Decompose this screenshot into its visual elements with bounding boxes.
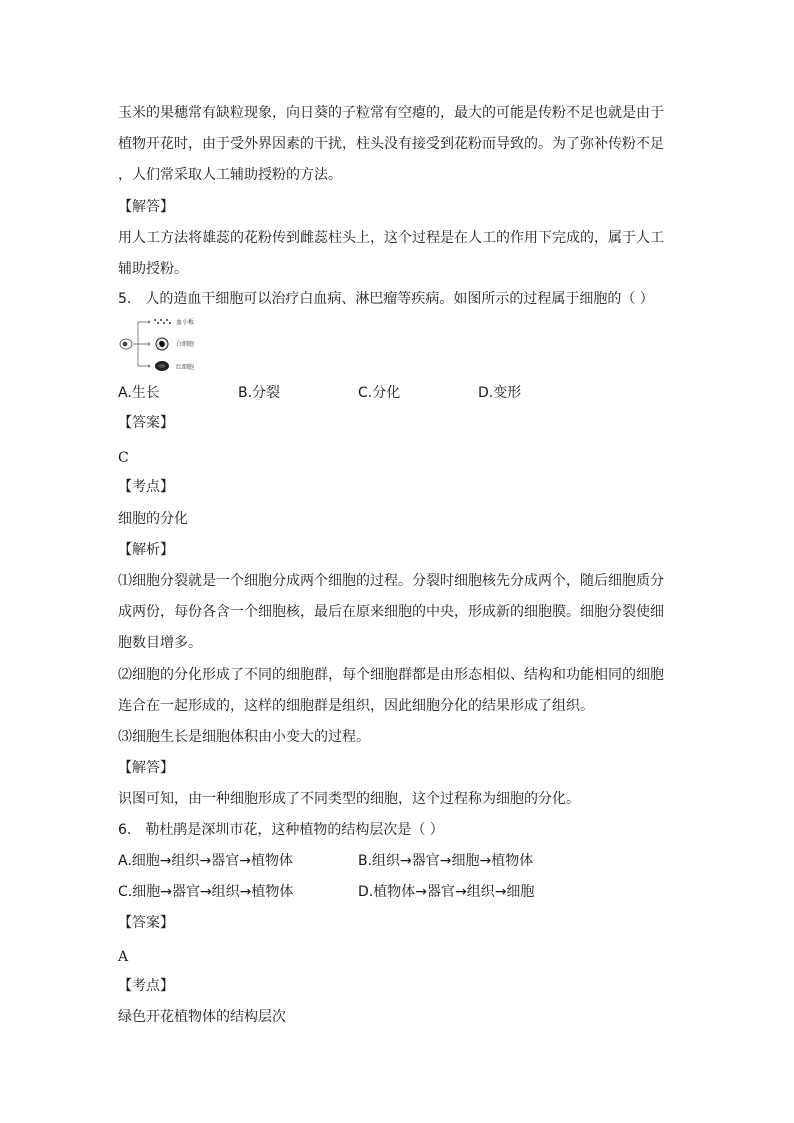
- prev-explanation-line-1: 玉米的果穗常有缺粒现象，向日葵的子粒常有空瘪的，最大的可能是传粉不足也就是由于: [118, 105, 664, 121]
- q5-solution: 识图可知，由一种细胞形成了不同类型的细胞，这个过程称为细胞的分化。: [118, 791, 580, 807]
- q5-option-a: A.生长: [118, 385, 160, 401]
- prev-answer-line-1: 用人工方法将雄蕊的花粉传到雌蕊柱头上，这个过程是在人工的作用下完成的，属于人工: [118, 230, 664, 246]
- q5-analysis-line-6: ⑶细胞生长是细胞体积由小变大的过程。: [118, 729, 370, 745]
- prev-answer-heading: 【解答】: [118, 199, 174, 215]
- q6-option-a: A.细胞→组织→器官→植物体: [118, 853, 293, 869]
- diagram-label-platelet: 血小板: [176, 319, 195, 326]
- prev-explanation-line-3: ，人们常采取人工辅助授粉的方法。: [118, 167, 342, 183]
- q6-option-b: B.组织→器官→细胞→植物体: [358, 853, 534, 869]
- q5-analysis-line-2: 成两份，每份各含一个细胞核，最后在原来细胞的中央，形成新的细胞膜。细胞分裂使细: [118, 604, 664, 620]
- q5-solution-heading: 【解答】: [118, 760, 174, 776]
- platelet-icon: [154, 319, 171, 324]
- q5-point-heading: 【考点】: [118, 479, 174, 495]
- q6-answer-heading: 【答案】: [118, 915, 174, 931]
- q6-point: 绿色开花植物体的结构层次: [118, 1009, 286, 1025]
- prev-answer-line-2: 辅助授粉。: [118, 261, 188, 277]
- q6-question: 6. 勒杜鹃是深圳市花，这种植物的结构层次是（ ）: [118, 822, 444, 838]
- q5-analysis-line-1: ⑴细胞分裂就是一个细胞分成两个细胞的过程。分裂时细胞核先分成两个，随后细胞质分: [118, 573, 664, 589]
- q6-option-c: C.细胞→器官→组织→植物体: [118, 884, 294, 900]
- q5-option-d: D.变形: [478, 385, 522, 401]
- q5-analysis-line-5: 连合在一起形成的，这样的细胞群是组织，因此细胞分化的结果形成了组织。: [118, 698, 594, 714]
- diagram-label-white-cell: 白细胞: [176, 341, 195, 348]
- cell-differentiation-diagram: [118, 312, 218, 374]
- q5-analysis-line-4: ⑵细胞的分化形成了不同的细胞群，每个细胞群都是由形态相似、结构和功能相同的细胞: [118, 667, 664, 683]
- q5-analysis-line-3: 胞数目增多。: [118, 635, 202, 651]
- q6-option-d: D.植物体→器官→组织→细胞: [358, 884, 535, 900]
- q6-point-heading: 【考点】: [118, 978, 174, 994]
- branch-lines: [133, 322, 150, 366]
- q5-answer-heading: 【答案】: [118, 415, 174, 431]
- q5-analysis-heading: 【解析】: [118, 542, 174, 558]
- red-blood-cell-icon: [155, 361, 169, 371]
- q5-option-c: C.分化: [358, 385, 401, 401]
- q5-answer: C: [118, 450, 129, 466]
- q5-question: 5. 人的造血干细胞可以治疗白血病、淋巴瘤等疾病。如图所示的过程属于细胞的（ ）: [118, 291, 654, 307]
- white-blood-cell-icon: [156, 338, 168, 350]
- q5-point: 细胞的分化: [118, 511, 188, 527]
- diagram-label-red-cell: 红细胞: [176, 364, 195, 371]
- q6-answer: A: [118, 949, 129, 965]
- prev-explanation-line-2: 植物开花时，由于受外界因素的干扰，柱头没有接受到花粉而导致的。为了弥补传粉不足: [118, 136, 664, 152]
- q5-option-b: B.分裂: [238, 385, 281, 401]
